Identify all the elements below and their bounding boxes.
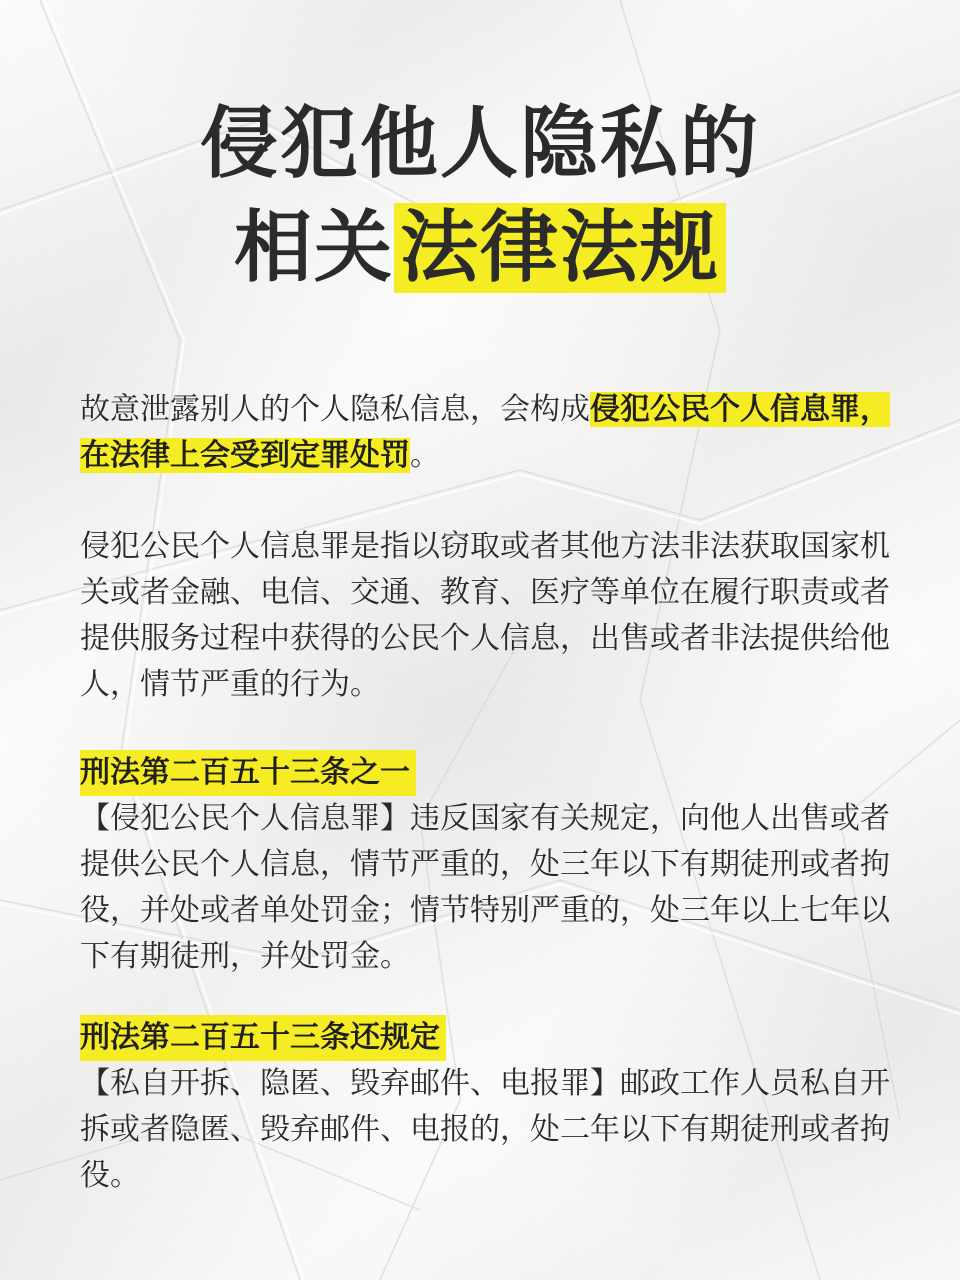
title-line-2 bbox=[0, 196, 960, 300]
intro-highlight: 侵犯公民个人信息罪，在法律上会受到定罪处罚 bbox=[80, 392, 890, 473]
title-highlight: 法律法规 bbox=[394, 203, 726, 293]
title-line-1: 侵犯他人隐私的 bbox=[199, 99, 760, 189]
intro-tail: 。 bbox=[410, 438, 440, 473]
definition-text: 侵犯公民个人信息罪是指以窃取或者其他方法非法获取国家机关或者金融、电信、交通、教育、医疗等单位在履行职责或者提供服务过程中获得的公民个人信息，出售或者非法提供给他人，情节严重的行为。 bbox=[80, 529, 890, 702]
intro-text: 故意泄露别人的个人隐私信息，会构成 bbox=[80, 392, 590, 427]
section-2-heading: 刑法第二百五十三条还规定 bbox=[80, 1015, 446, 1061]
title-line-2-plain: 相关 bbox=[233, 203, 394, 293]
section-2-body: 【私自开拆、隐匿、毁弃邮件、电报罪】邮政工作人员私自开拆或者隐匿、毁弃邮件、电报的，处二年以下有期徒刑或者拘役。 bbox=[80, 1066, 890, 1193]
section-2 bbox=[80, 1015, 890, 1199]
section-1-heading: 刑法第二百五十三条之一 bbox=[80, 750, 416, 796]
section-1 bbox=[80, 750, 890, 980]
intro-paragraph bbox=[80, 387, 890, 479]
section-1-body: 【侵犯公民个人信息罪】违反国家有关规定，向他人出售或者提供公民个人信息，情节严重的，处三年以下有期徒刑或者拘役，并处或者单处罚金；情节特别严重的，处三年以上七年以下有期徒刑，并处罚金。 bbox=[80, 801, 890, 974]
definition-paragraph bbox=[80, 524, 890, 708]
page-title bbox=[0, 92, 960, 300]
